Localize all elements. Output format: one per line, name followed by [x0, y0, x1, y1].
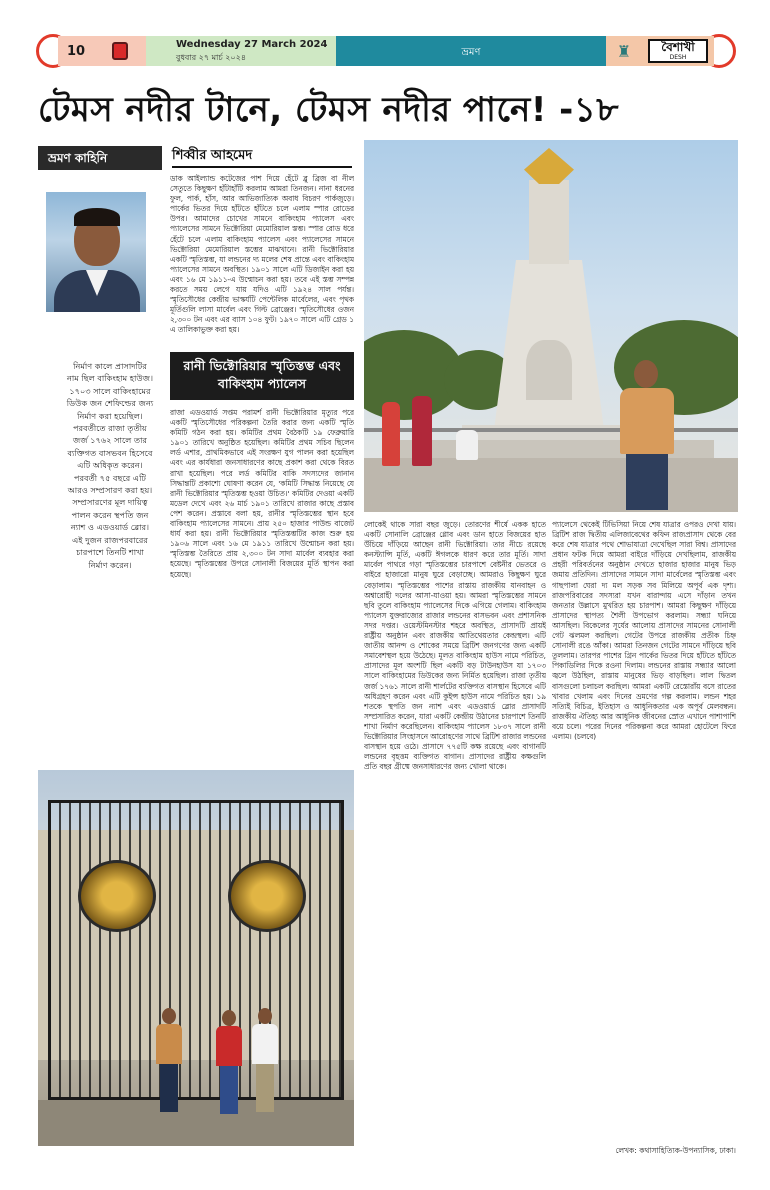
tourist-red: [382, 402, 400, 466]
headline: টেমস নদীর টানে, টেমস নদীর পানে! -১৮: [38, 90, 619, 130]
palace-gate: [48, 800, 344, 1100]
page-number: 10: [58, 36, 94, 66]
publication-logo: [642, 36, 714, 66]
emblem-icon: [112, 42, 128, 60]
pavement: [38, 1100, 354, 1146]
section-tag: ভ্রমণ কাহিনি: [38, 146, 162, 170]
section-name: ভ্রমণ: [461, 47, 481, 58]
author-at-memorial: [616, 360, 678, 510]
subheading: রানী ভিক্টোরিয়ার স্মৃতিস্তম্ভ এবং বাকিংহাম প্যালেস: [170, 352, 354, 400]
author-photo-hair: [74, 208, 120, 226]
royal-crest-left-icon: [78, 860, 156, 932]
header-date-panel: [146, 36, 336, 66]
visitor-1: [156, 1008, 182, 1112]
author-footer: লেখক: কথাসাহিত্যিক-উপন্যাসিক, ঢাকা।: [615, 1146, 736, 1155]
gilded-victory-statue: [524, 148, 574, 184]
queen-statue: [526, 340, 572, 400]
header-bar: [58, 36, 714, 66]
visitor-3: [252, 1008, 278, 1112]
header-emblem: [94, 36, 146, 66]
tourist-plaid: [412, 396, 432, 466]
page-header: [36, 34, 736, 68]
logo-text: বৈশাখী: [661, 40, 695, 54]
pull-quote-column: নির্মাণ কালে প্রাসাদটির নাম ছিল বাকিংহাম হাউজ। ১৭০৩ সালে বাকিংহামের ডিউক জন শেফিল্ডের জন্য নির্মাণ করা হয়েছিল। পরবর্তীতে রাজা তৃতীয় জর্জ ১৭৬২ সালে তার ব্যক্তিগত বাসভবন হিসেবে এটি অধিকৃত করেন। পরবর্তী ৭৫ বছরে এটি আরও সম্প্রসারণ করা হয়। সম্প্রসারণের মূল দায়িত্ব পালন করেন স্থপতি জন ন্যাশ ও এডওয়ার্ড ব্লোর। এই দুজন রাজপরবারের চারপাশে তিনটি শাখা নির্মাণ করেন।: [66, 361, 154, 570]
logo-subtext: DESH: [669, 54, 687, 61]
article-text-column-2: প্যালেসে থেকেই টিভিসিয়া নিয়ে শেষ যাত্রার ওপরও দেখা যায়। ব্রিটিশ রাজ দ্বিতীয় এলিজাবেথের কফিন রাজপ্রাসাদ থেকে বের করে শেষ যাত্রার পথে শোভাযাত্রা দেখেছিল সারা বিশ্ব। প্রাসাদের প্রধান ফটক দিয়ে আমরা বাইরে দাঁড়িয়ে দেখছিলাম, রাজকীয় প্রহরী পরিবর্তনের অনুষ্ঠান দেখতে হাজার হাজার মানুষ ভিড় জমায় প্রতিদিন। প্রাসাদের সামনে সাদা মার্বেলের স্মৃতিস্তম্ভ এবং গাছপালা ঘেরা দ্য মল সড়ক সব মিলিয়ে অপূর্ব এক দৃশ্য। রাজপরিবারের সদস্যরা যখন বারান্দায় এসে দাঁড়ান তখন জনতার উল্লাসে মুখরিত হয় চারপাশ। আমরা কিছুক্ষণ দাঁড়িয়ে প্রাসাদের স্থাপত্য শৈলী উপভোগ করলাম। সন্ধ্যা ঘনিয়ে আসছিল। বিকেলের সূর্যের আলোয় প্রাসাদের সামনের সোনালী গেট ঝলমল করছিল। গেটের উপরে রাজকীয় প্রতীক চিহ্ন সোনালী রঙে আঁকা। আমরা তিনজন গেটের সামনে দাঁড়িয়ে ছবি তুললাম। তারপর পাশের গ্রিন পার্কের ভিতর দিয়ে হাঁটতে হাঁটতে পিকাডিলির দিকে রওনা দিলাম। লন্ডনের রাস্তায় সন্ধ্যার আলো জ্বলে উঠছিল, রাস্তায় মানুষের ভিড় বাড়ছিল। লাল দ্বিতল বাসগুলো চলাচল করছিল। আমরা একটি রেস্তোরাঁয় বসে রাতের খাবার খেলাম এবং দিনের ভ্রমণের গল্প করলাম। লন্ডন শহর সত্যিই বিচিত্র, ইতিহাস ও আধুনিকতার এক অপূর্ব মেলবন্ধন। রাজকীয় ঐতিহ্য আর আধুনিক জীবনের স্রোত এখানে পাশাপাশি বয়ে চলে। পরের দিনের পরিকল্পনা করে আমরা হোটেলে ফিরে এলাম। (চলবে): [552, 520, 736, 741]
royal-crest-right-icon: [228, 860, 306, 932]
memorial-pillar: [529, 180, 569, 264]
article-text-column-1: লোকেই থাকে সারা বছর জুড়ে। তোরণের শীর্ষে একক হাতে একটি সোনালি ব্রোঞ্জের গ্লোব এবং ডান হাতে বিজয়ের হাত উঁচিয়ে দাঁড়িয়ে আছেন রানী ভিক্টোরিয়া। তার নীচে রয়েছে কনস্ট্যান্সি মূর্তি, একটি ঈগলকে ধারণ করে তার মূর্তি। সাদা মার্বেল পাথরে গড়া স্মৃতিস্তম্ভের চারপাশে বেষ্টনীর ভেতরে ও বাইরে হাজারো মানুষ ঘুরে বেড়াচ্ছে। আমরাও কিছুক্ষণ ঘুরে বেড়ালাম। স্মৃতিস্তম্ভের পাশের রাস্তায় রাজকীয় যানবাহন ও অশ্বারোহী দলের আসা-যাওয়া হয়। আমরা স্মৃতিস্তম্ভের সামনে ছবি তুলে বাকিংহাম প্যালেসের দিকে এগিয়ে গেলাম। বাকিংহাম প্যালেস যুক্তরাজ্যের রাজার লন্ডনের বাসভবন এবং প্রশাসনিক সদর দপ্তর। ওয়েস্টমিনস্টার শহরে অবস্থিত, প্রাসাদটি প্রায়ই রাষ্ট্রীয় অনুষ্ঠান এবং রাজকীয় আতিথেয়তার কেন্দ্রস্থল। এটি জাতীয় আনন্দ ও শোকের সময়ে ব্রিটিশ জনগণের জন্য একটি সমাবেশস্থল হয়ে উঠেছে। মূলত বাকিংহাম হাউস নামে পরিচিত, প্রাসাদের মূল অংশটি ছিল একটি বড় টাউনহাউস যা ১৭০৩ সালে বাকিংহামের ডিউকের জন্য নির্মিত হয়েছিল। রাজা তৃতীয় জর্জ ১৭৬১ সালে রানী শার্লটের ব্যক্তিগত বাসস্থান হিসেবে এটি অধিগ্রহণ করেন এবং এটি কুইন্স হাউস নামে পরিচিত হয়। ১৯ শতকে স্থপতি জন ন্যাশ এবং এডওয়ার্ড ব্লোর প্রাসাদটি সম্প্রসারিত করেন, যারা একটি কেন্দ্রীয় উঠানের চারপাশে তিনটি শাখা নির্মাণ করেছিলেন। বাকিংহাম প্যালেস ১৮৩৭ সালে রানী ভিক্টোরিয়ার সিংহাসনে আরোহণের সাথে ব্রিটিশ রাজার লন্ডনের বাসস্থান হয়ে ওঠে। প্রাসাদে ৭৭৫টি কক্ষ রয়েছে এবং বাগানটি লন্ডনের বৃহত্তম ব্যক্তিগত বাগান। প্রাসাদের রাষ্ট্রীয় কক্ষগুলি প্রতি বছর গ্রীষ্মে জনসাধারণের জন্য খোলা থাকে।: [364, 520, 546, 772]
visitor-2: [216, 1010, 242, 1114]
author-photo: [46, 192, 146, 312]
statue-icon: ♜: [616, 41, 632, 61]
buckingham-gate-photo: [38, 770, 354, 1146]
header-section-panel: [336, 36, 606, 66]
header-statue: [606, 36, 642, 66]
plaza-ground: [364, 458, 738, 512]
article-text-middle: রাজা এডওয়ার্ড সপ্তম পরামর্শ রানী ভিক্টোরিয়ার মৃত্যুর পরে একটি স্মৃতিসৌধের পরিকল্পনা তৈরি করার জন্য একটি স্মৃতি কমিটি গঠন করা হয়। কমিটির প্রথম বৈঠকটি ১৯ ফেব্রুয়ারি ১৯০১ তারিখে অনুষ্ঠিত হয়েছিল। কমিটির প্রথম সচিব ছিলেন লর্ড এশার, প্রাথমিকভাবে এই সংরক্ষণ যুগ পালন করা হয়েছিল এবং এর কার্যধারা জনসাধারণের কাছে প্রকাশ করা থেকে বিরত রাখা হয়েছিল। পরে লর্ড কমিটির বাকি সদস্যদের জানান সিদ্ধান্তটি প্রকাশ্যে ঘোষণা করেন যে, 'কমিটি সিদ্ধান্ত নিয়েছে যে রানী ভিক্টোরিয়ার স্মৃতিস্তম্ভ হওয়া উচিত।' কমিটির দেওয়া একটি মডেল দেখে এবং ২৬ মার্চ ১৯০১ তারিখে রাজার কাছে প্রস্তাব পেশ করেন। প্রস্তাবে বলা হয়, রানীর স্মৃতিস্তম্ভের স্থান হবে বাকিংহাম প্যালেসের সামনে। প্রায় ২৫০ হাজার পাউন্ড বাজেট ধার্য করা হয়। রানী ভিক্টোরিয়ার স্মৃতিস্তম্ভটির কাজ শুরু হয় ১৯০৬ সালে এবং ১৬ মে ১৯১১ তারিখে উন্মোচন করা হয়। স্মৃতিস্তম্ভ তৈরিতে প্রায় ২,৩০০ টন সাদা মার্বেল ব্যবহার করা হয়েছে। স্মৃতিস্তম্ভের উপরে সোনালী বিজয়ের মূর্তি স্থাপন করা হয়েছে।: [170, 408, 354, 579]
victoria-memorial-photo: [364, 140, 738, 512]
author-name: শিব্বীর আহমেদ: [172, 146, 352, 168]
article-text-top: ডাক আইল্যান্ড কটেজের পাশ দিয়ে হেঁটে ব্লু ব্রিজ বা নীল সেতুতে কিছুক্ষণ হাঁটাহাঁটি করলাম আমরা তিনজন। নানা ধরনের ফুল, পার্ক, হাঁস, আর আভিজাত্যিক অবাধ বিচরণ পার্কজুড়ে। পার্কের ভিতর দিয়ে হাঁটতে হাঁটতে চলে এলাম স্পার রোডের উপর। আমাদের চোখের সামনে বাকিংহাম প্যালেস এবং প্যালেসের সামনে ভিক্টোরিয়া মেমোরিয়াল স্তম্ভ। স্পার রোড ধরে হেঁটে চলে এলাম বাকিংহাম প্যালেস এবং প্যালেসের সামনে ভিক্টোরিয়া মেমোরিয়াল স্তম্ভের মাঝখানে। রানী ভিক্টোরিয়ার একটি স্মৃতিস্তম্ভ, যা লন্ডনের দ্য মলের শেষ প্রান্তে এবং বাকিংহাম প্যালেসের সামনে অবস্থিত। ১৯০১ সালে এটি ডিজাইন করা হয় এবং ১৬ মে ১৯১১-এ উন্মোচন করা হয়। তবে এই স্তম্ভ সম্পন্ন করতে সময় লেগে যায় যদিও এটি ১৯২৪ সাল পর্যন্ত। স্মৃতিসৌধের কেন্দ্রীয় ভাস্কর্যটি পেন্টেলিক মার্বেলের, এবং পৃথক মূর্তিগুলি লাসা মার্বেল এবং গিল্ট ব্রোঞ্জের। স্মৃতিসৌধের ওজন ২,৩০০ টন এবং এর ব্যাস ১০৪ ফুট। ১৯৭০ সালে এটি গ্রেড ১ এ তালিকাভুক্ত করা হয়।: [170, 174, 354, 335]
tourist-white: [456, 430, 478, 460]
logo-box: [648, 39, 708, 63]
gate-bars: [51, 803, 341, 1097]
date-english: Wednesday 27 March 2024: [176, 39, 328, 50]
date-bangla: বুধবার ২৭ মার্চ ২০২৪: [176, 53, 247, 62]
